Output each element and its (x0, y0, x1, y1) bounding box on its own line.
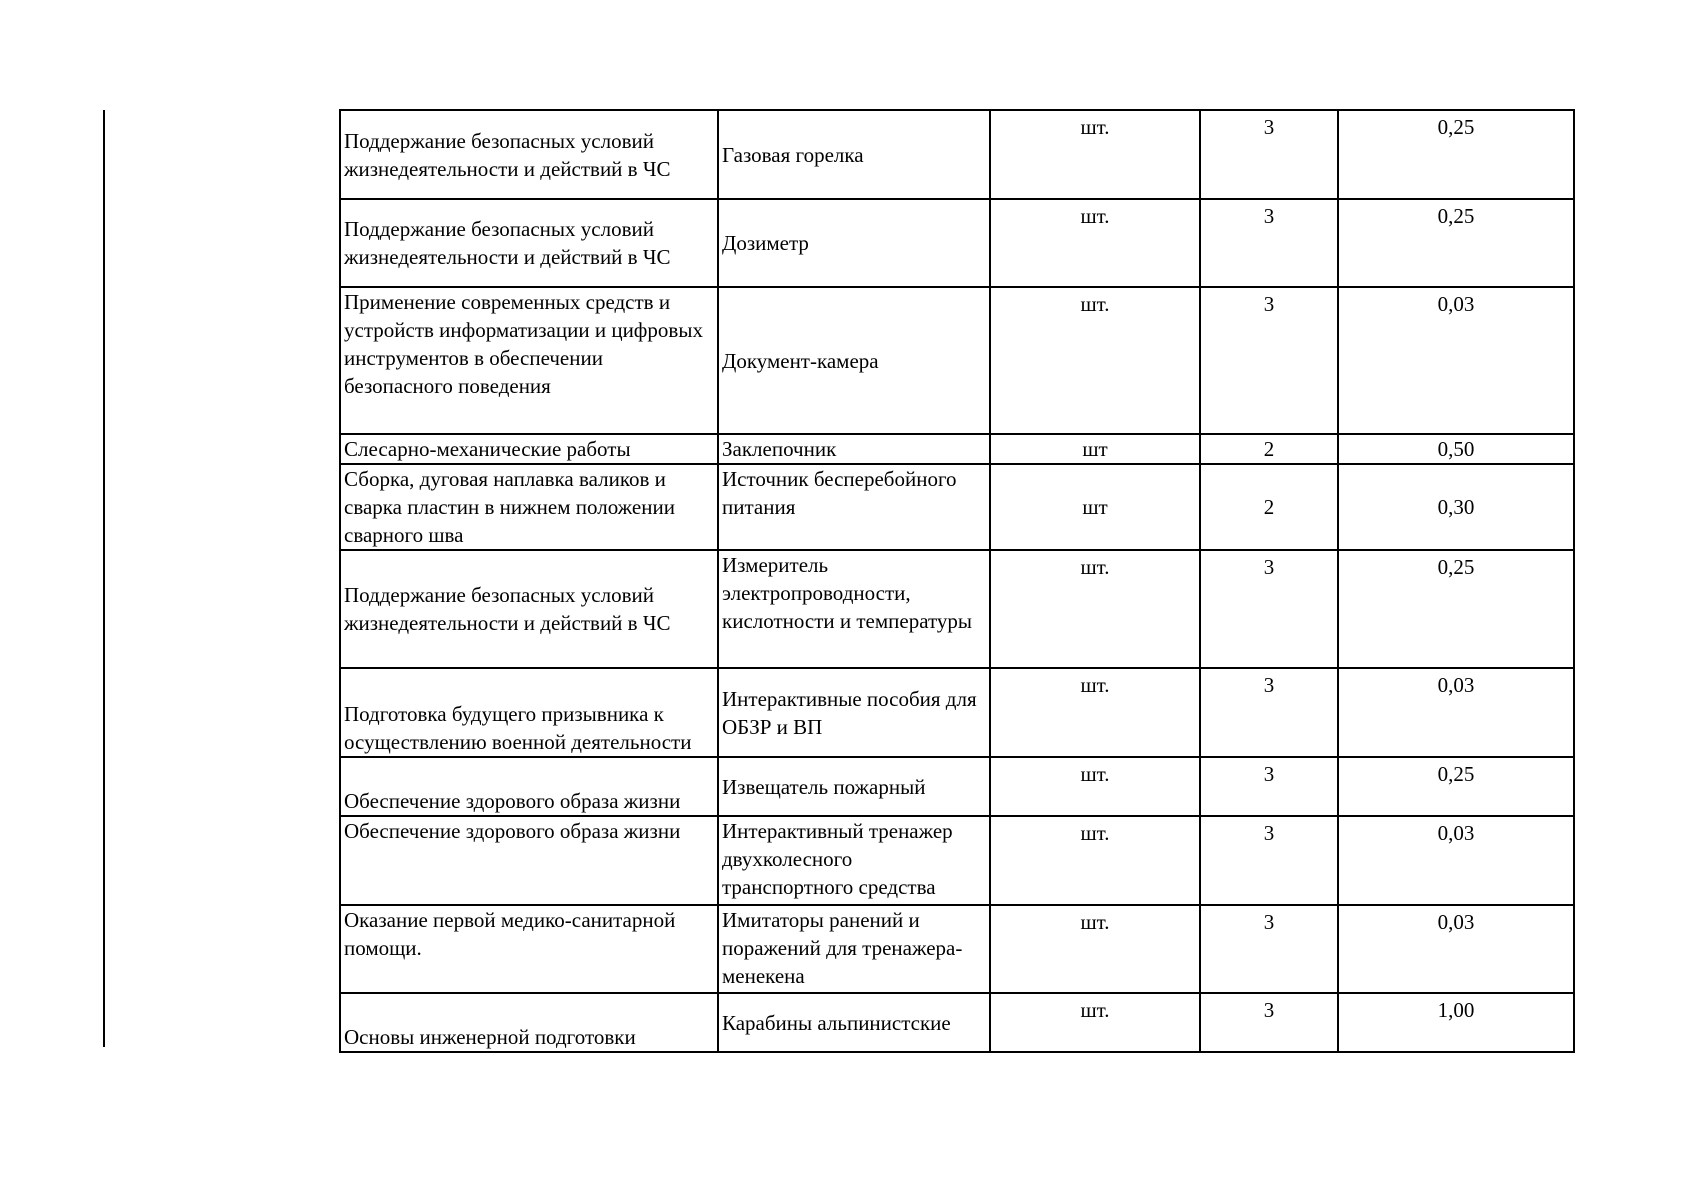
item-cell: Заклепочник (718, 434, 990, 464)
table-row (340, 464, 1574, 550)
quantity-cell: 3 (1200, 993, 1338, 1052)
discipline-cell: Поддержание безопасных условий жизнедеятельности и действий в ЧС (340, 550, 718, 668)
coefficient-cell: 0,03 (1338, 816, 1574, 905)
unit-cell: шт. (990, 287, 1200, 434)
table-row (340, 287, 1574, 434)
item-cell: Извещатель пожарный (718, 757, 990, 816)
unit-cell: шт. (990, 550, 1200, 668)
table-row (340, 110, 1574, 199)
table-row (340, 199, 1574, 287)
item-cell: Дозиметр (718, 199, 990, 287)
item-cell: Измеритель электропроводности, кислотности и температуры (718, 550, 990, 668)
unit-cell: шт. (990, 110, 1200, 199)
unit-cell: шт. (990, 668, 1200, 757)
quantity-cell: 3 (1200, 110, 1338, 199)
quantity-cell: 3 (1200, 550, 1338, 668)
discipline-cell: Обеспечение здорового образа жизни (340, 757, 718, 816)
quantity-cell: 3 (1200, 816, 1338, 905)
discipline-cell: Поддержание безопасных условий жизнедеятельности и действий в ЧС (340, 199, 718, 287)
discipline-cell: Применение современных средств и устройств информатизации и цифровых инструментов в обеспечении безопасного поведения (340, 287, 718, 434)
discipline-cell: Оказание первой медико-санитарной помощи. (340, 905, 718, 993)
quantity-cell: 3 (1200, 199, 1338, 287)
coefficient-cell: 0,03 (1338, 668, 1574, 757)
quantity-cell: 2 (1200, 434, 1338, 464)
quantity-cell: 3 (1200, 757, 1338, 816)
coefficient-cell: 0,25 (1338, 757, 1574, 816)
page-margin-line (103, 110, 105, 1047)
table-row (340, 668, 1574, 757)
item-cell: Интерактивный тренажер двухколесного транспортного средства (718, 816, 990, 905)
coefficient-cell: 0,03 (1338, 905, 1574, 993)
item-cell: Газовая горелка (718, 110, 990, 199)
coefficient-cell: 0,25 (1338, 110, 1574, 199)
item-cell: Документ-камера (718, 287, 990, 434)
unit-cell: шт. (990, 993, 1200, 1052)
discipline-cell: Обеспечение здорового образа жизни (340, 816, 718, 905)
item-cell: Имитаторы ранений и поражений для тренажера-менекена (718, 905, 990, 993)
coefficient-cell: 1,00 (1338, 993, 1574, 1052)
unit-cell: шт. (990, 816, 1200, 905)
discipline-cell: Подготовка будущего призывника к осуществлению военной деятельности (340, 668, 718, 757)
unit-cell: шт. (990, 757, 1200, 816)
unit-cell: шт (990, 434, 1200, 464)
quantity-cell: 3 (1200, 668, 1338, 757)
unit-cell: шт. (990, 199, 1200, 287)
table-row (340, 757, 1574, 816)
table-row (340, 434, 1574, 464)
discipline-cell: Поддержание безопасных условий жизнедеятельности и действий в ЧС (340, 110, 718, 199)
coefficient-cell: 0,50 (1338, 434, 1574, 464)
table-row (340, 993, 1574, 1052)
coefficient-cell: 0,25 (1338, 199, 1574, 287)
item-cell: Интерактивные пособия для ОБЗР и ВП (718, 668, 990, 757)
discipline-cell: Слесарно-механические работы (340, 434, 718, 464)
quantity-cell: 2 (1200, 464, 1338, 550)
table-row (340, 905, 1574, 993)
quantity-cell: 3 (1200, 287, 1338, 434)
coefficient-cell: 0,30 (1338, 464, 1574, 550)
coefficient-cell: 0,03 (1338, 287, 1574, 434)
table-row (340, 550, 1574, 668)
unit-cell: шт. (990, 905, 1200, 993)
equipment-table (339, 109, 1575, 1053)
discipline-cell: Основы инженерной подготовки (340, 993, 718, 1052)
table-row (340, 816, 1574, 905)
coefficient-cell: 0,25 (1338, 550, 1574, 668)
quantity-cell: 3 (1200, 905, 1338, 993)
discipline-cell: Сборка, дуговая наплавка валиков и сварка пластин в нижнем положении сварного шва (340, 464, 718, 550)
item-cell: Карабины альпинистские (718, 993, 990, 1052)
item-cell: Источник бесперебойного питания (718, 464, 990, 550)
unit-cell: шт (990, 464, 1200, 550)
